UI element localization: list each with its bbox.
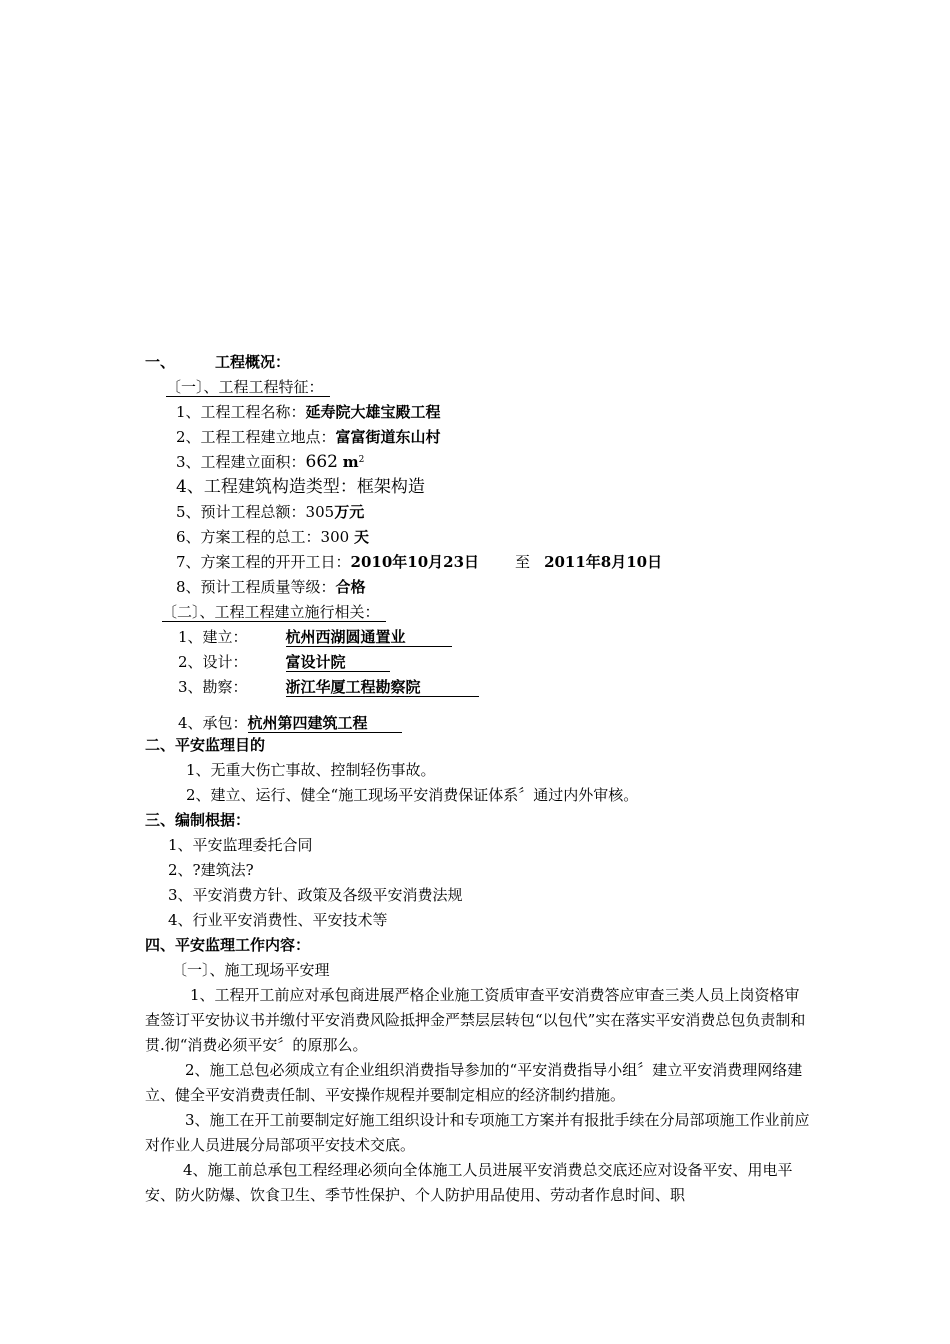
s1-sub2-heading: 〔二〕、工程工程建立施行相关：	[162, 602, 386, 622]
s1-sub1-heading: 〔一〕、工程工程特征：	[166, 377, 330, 397]
section-3-heading: 三、编制根据：	[145, 811, 251, 829]
project-name: 1、工程工程名称：延寿院大雄宝殿工程	[176, 403, 441, 421]
party-owner: 1、建立： 杭州西湖圆通置业	[178, 627, 452, 647]
s3-item-4: 4、行业平安消费性、平安技术等	[168, 911, 388, 929]
s4-paragraph-4: 4、施工前总承包工程经理必须向全体施工人员进展平安消费总交底还应对设备平安、用电平安、防火防爆、饮食卫生、季节性保护、个人防护用品使用、劳动者作息时间、职	[145, 1161, 793, 1204]
s2-item-1: 1、无重大伤亡事故、控制轻伤事故。	[186, 761, 436, 779]
total-investment: 5、预计工程总额：305万元	[176, 503, 365, 521]
s4-paragraph-2: 2、施工总包必须成立有企业组织消费指导参加的“平安消费指导小组〞建立平安消费理网络建立、健全平安消费责任制、平安操作规程并要制定相应的经济制约措施。	[145, 1061, 803, 1104]
project-location: 2、工程工程建立地点：富富街道东山村	[176, 428, 441, 446]
s3-item-3: 3、平安消费方针、政策及各级平安消费法规	[168, 886, 463, 904]
s4-paragraph-3: 3、施工在开工前要制定好施工组织设计和专项施工方案并有报批手续在分局部项施工作业前应对作业人员进展分局部项平安技术交底。	[145, 1111, 810, 1154]
schedule-dates: 7、方案工程的开开工日：2010年10月23日 至 2011年8月10日	[176, 553, 663, 571]
quality-grade: 8、预计工程质量等级：合格	[176, 578, 366, 596]
party-survey: 3、勘察： 浙江华厦工程勘察院	[178, 677, 479, 697]
s3-item-2: 2、?建筑法?	[168, 861, 254, 879]
s4-paragraph-1: 1、工程开工前应对承包商进展严格企业施工资质审查平安消费答应审查三类人员上岗资格审查签订平安协议书并缴付平安消费风险抵押金严禁层层转包“以包代”实在落实平安消费总包负责制和贯.彻“消费必须平安〞的原那么。	[145, 986, 806, 1054]
s2-item-2: 2、建立、运行、健全“施工现场平安消费保证体系〞通过内外审核。	[186, 786, 639, 804]
s4-sub1-heading: 〔一〕、施工现场平安理	[172, 961, 330, 979]
section-2-heading: 二、平安监理目的	[145, 736, 266, 754]
section-4-heading: 四、平安监理工作内容：	[145, 936, 311, 954]
party-design: 2、设计： 富设计院	[178, 652, 390, 672]
project-area: 3、工程建立面积：662 $m^2$	[176, 452, 365, 472]
s3-item-1: 1、平安监理委托合同	[168, 836, 313, 854]
section-1-heading: 一、 工程概况：	[145, 353, 291, 371]
total-duration: 6、方案工程的总工：300 天	[176, 528, 369, 546]
party-contractor: 4、承包：杭州第四建筑工程	[178, 713, 402, 733]
structure-type: 4、工程建筑构造类型：框架构造	[176, 477, 425, 497]
